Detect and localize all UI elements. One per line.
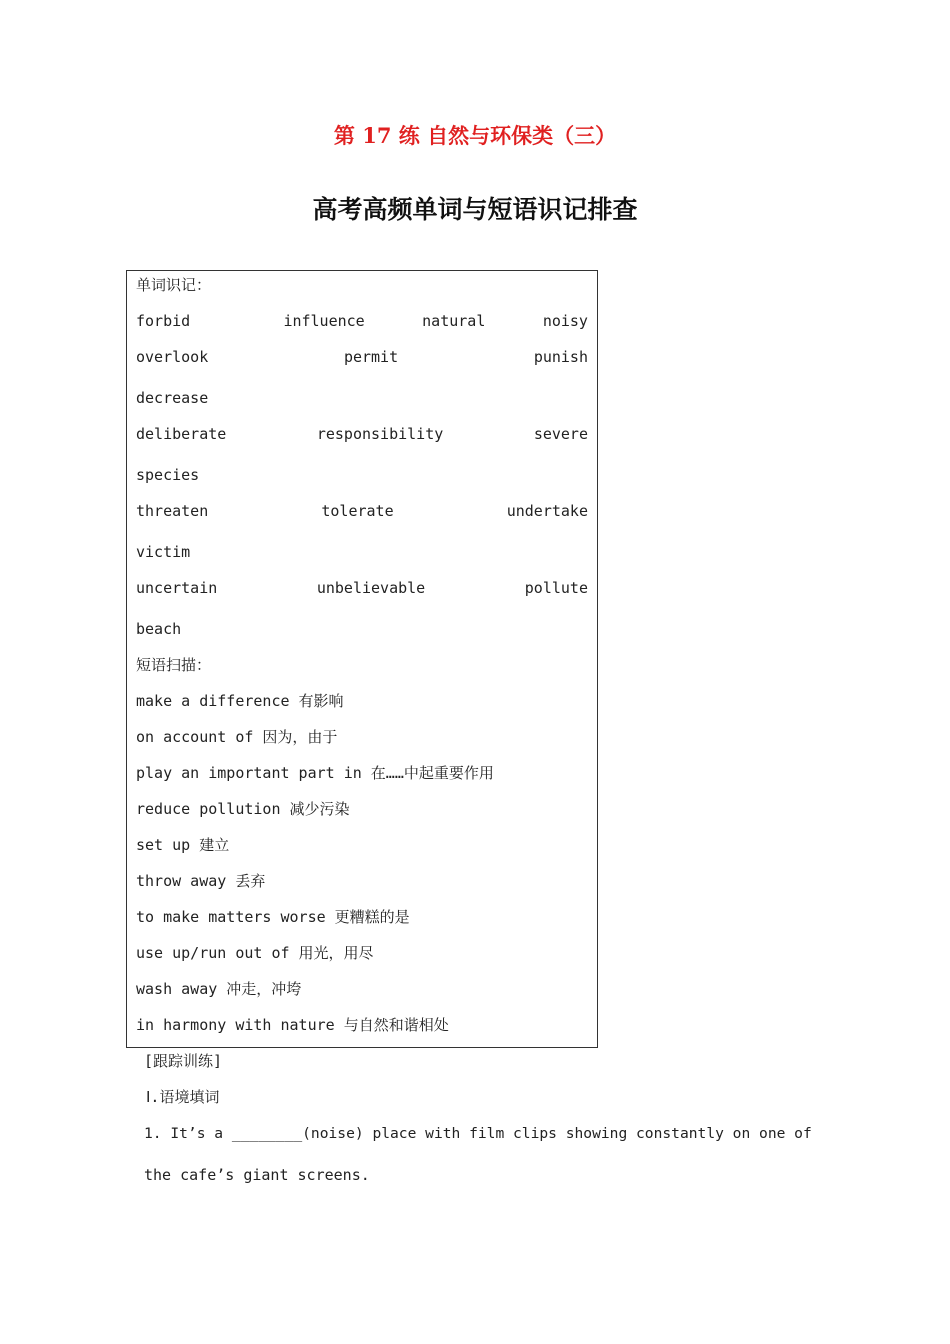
phrase-item: reduce pollution 减少污染: [136, 800, 350, 818]
word-item: forbid: [136, 312, 191, 330]
word-item: natural: [422, 312, 486, 330]
phrase-item: on account of 因为，由于: [136, 728, 338, 746]
word-item: pollute: [524, 579, 588, 597]
word-row: [136, 347, 588, 367]
phrase-item: in harmony with nature 与自然和谐相处: [136, 1016, 449, 1034]
phrase-item: make a difference 有影响: [136, 692, 344, 710]
word-item: threaten: [136, 502, 209, 520]
word-item: decrease: [136, 389, 209, 407]
question-1-line-2: the cafe’s giant screens.: [144, 1166, 370, 1184]
word-item: responsibility: [316, 425, 444, 443]
word-item: tolerate: [321, 502, 394, 520]
part-heading: Ⅰ.语境填词: [146, 1088, 220, 1106]
word-item: beach: [136, 620, 182, 638]
phrase-item: use up/run out of 用光，用尽: [136, 944, 374, 962]
word-item: influence: [283, 312, 365, 330]
phrase-item: set up 建立: [136, 836, 230, 854]
phrases-label: 短语扫描：: [136, 656, 212, 674]
word-row: [136, 311, 588, 331]
section-heading: [跟踪训练]: [144, 1052, 223, 1070]
word-row: [136, 501, 588, 521]
question-1-line-1: 1. It’s a ________(noise) place with film clips showing constantly on one of: [144, 1125, 812, 1142]
word-item: uncertain: [136, 579, 218, 597]
word-row: [136, 578, 588, 598]
page-title: 第 17 练 自然与环保类（三）: [333, 123, 617, 148]
words-label: 单词识记：: [136, 276, 212, 294]
word-item: deliberate: [136, 425, 227, 443]
word-item: punish: [533, 348, 588, 366]
word-row: [136, 424, 588, 444]
word-item: severe: [533, 425, 588, 443]
vocabulary-box: [126, 270, 598, 1048]
word-item: noisy: [542, 312, 588, 330]
word-item: unbelievable: [316, 579, 426, 597]
word-item: overlook: [136, 348, 209, 366]
phrase-item: wash away 冲走，冲垮: [136, 980, 302, 998]
phrase-item: to make matters worse 更糟糕的是: [136, 908, 410, 926]
word-item: species: [136, 466, 200, 484]
word-item: undertake: [506, 502, 588, 520]
phrase-item: throw away 丢弃: [136, 872, 266, 890]
word-item: permit: [343, 348, 399, 366]
page-subtitle: 高考高频单词与短语识记排查: [312, 195, 638, 224]
word-item: victim: [136, 543, 191, 561]
phrase-item: play an important part in 在……中起重要作用: [136, 764, 494, 782]
